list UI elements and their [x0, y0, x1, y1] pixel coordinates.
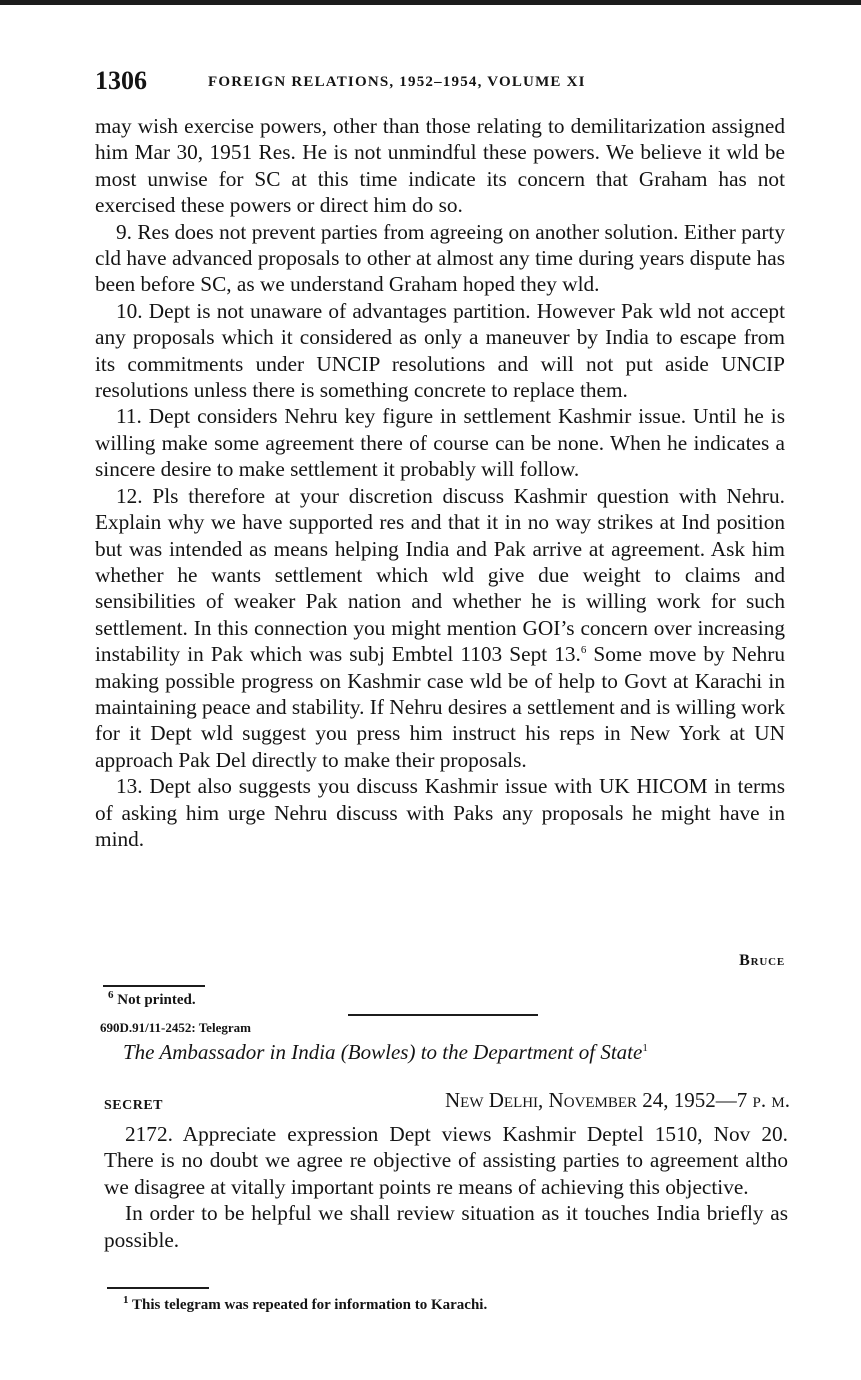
document-title: [123, 1040, 648, 1065]
paragraph-12-text-b: Some move by Nehru making possible progress on Kashmir case wld be of help to Govt at Karachi in maintaining peace and stability. If Nehru desires a settlement and is willing work for it Dept wld suggest you press him instruct his reps in New York at UN approach Pak Del directly to make their proposals.: [95, 642, 785, 772]
page-number: 1306: [95, 66, 147, 95]
signature: Bruce: [739, 952, 785, 969]
paragraph-continued: may wish exercise powers, other than those relating to demilitarization assigned him Mar 30, 1951 Res. He is not unmindful these powers. We believe it wld be most unwise for SC at this time indicate its concern that Graham has not exercised these powers or direct him do so.: [95, 114, 785, 218]
footnote-1: [123, 1294, 488, 1314]
paragraph-11: 11. Dept considers Nehru key figure in settlement Kashmir issue. Until he is willing make some agreement there of course can be none. When he indicates a sincere desire to make settlement it probably will follow.: [95, 404, 785, 482]
telegram-continuation: [95, 113, 785, 852]
paragraph-9: 9. Res does not prevent parties from agreeing on another solution. Either party cld have advanced proposals to other at almost any time during years dispute has been before SC, as we understand Graham hoped they wld.: [95, 219, 785, 297]
footnote-rule-upper: [103, 985, 205, 987]
footnote-6: [108, 989, 196, 1009]
place-date-line: New Delhi, November 24, 1952—7 p. m.: [445, 1088, 790, 1112]
page-header: [95, 66, 785, 100]
footnote-6-text: Not printed.: [117, 992, 196, 1008]
footnote-1-text: This telegram was repeated for information to Karachi.: [131, 1297, 488, 1313]
document-title-text: The Ambassador in India (Bowles) to the Department of State: [123, 1040, 643, 1064]
paragraph-13: 13. Dept also suggests you discuss Kashmir issue with UK HICOM in terms of asking him urge Nehru discuss with Paks any proposals he might have in mind.: [95, 774, 785, 851]
classification-label: SECRET: [104, 1098, 164, 1113]
paragraph-10: 10. Dept is not unaware of advantages partition. However Pak wld not accept any proposals which it considered as only a maneuver by India to escape from its commitments under UNCIP resolutions and will not put aside UNCIP resolutions unless there is something concrete to replace them.: [95, 298, 785, 403]
telegram-2172: [104, 1121, 788, 1253]
footnote-ref-1[interactable]: 1: [642, 1042, 648, 1054]
paragraph-12-text-a: 12. Pls therefore at your discretion discuss Kashmir question with Nehru. Explain why we have supported res and that it in no way strikes at Ind position but was intended as means helping India and Pak arrive at agreement. Ask him whether he wants settlement which wld give due weight to claims and sensibilities of weaker Pak nation and whether he is willing work for such settlement. In this connection you might mention GOI’s concern over increasing instability in Pak which was subj Embtel 1103 Sept 13.: [95, 483, 785, 667]
document-separator-rule: [348, 1014, 538, 1016]
paragraph-2172: 2172. Appreciate expression Dept views Kashmir Deptel 1510, Nov 20. There is no doubt we agree re objective of assisting parties to agreement altho we disagree at vitally important points re means of achieving this objective.: [104, 1122, 788, 1199]
running-title: FOREIGN RELATIONS, 1952–1954, VOLUME XI: [208, 74, 586, 90]
paragraph-12: [95, 483, 785, 773]
footnote-6-mark: 6: [108, 989, 114, 1001]
page-top-border: [0, 0, 861, 5]
footnote-rule-lower: [107, 1287, 209, 1289]
paragraph-review: In order to be helpful we shall review situation as it touches India briefly as possible.: [104, 1201, 788, 1252]
footnote-1-mark: 1: [123, 1294, 129, 1306]
footnote-ref-6[interactable]: 6: [580, 644, 587, 657]
document-file-id: 690D.91/11-2452: Telegram: [100, 1020, 251, 1035]
